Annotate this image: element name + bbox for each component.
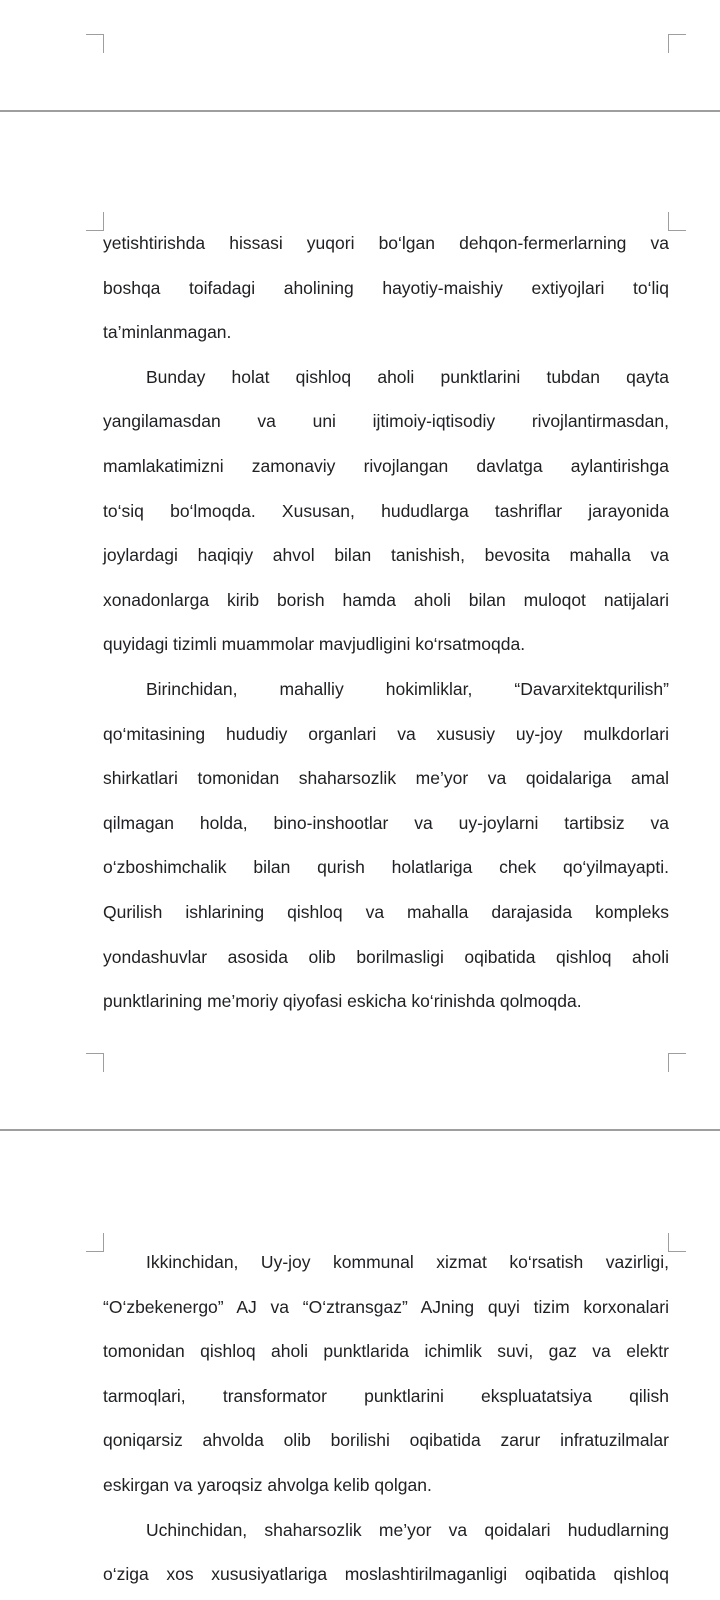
- text-line: yetishtirishda hissasi yuqori bo‘lgan dehqon-fermerlarning va: [103, 233, 669, 253]
- page-separator: [0, 1129, 720, 1131]
- text-line: ta’minlanmagan.: [103, 322, 232, 343]
- text-line: punktlarining me’moriy qiyofasi eskicha ko‘rinishda qolmoqda.: [103, 991, 582, 1012]
- text-line: Qurilish ishlarining qishloq va mahalla darajasida kompleks: [103, 901, 669, 922]
- text-line: qilmagan holda, bino-inshootlar va uy-joylarni tartibsiz va: [103, 812, 669, 833]
- text-line: tomonidan qishloq aholi punktlarida ichimlik suvi, gaz va elektr: [103, 1341, 669, 1362]
- text-line: mamlakatimizni zamonaviy rivojlangan davlatga aylantirishga: [103, 455, 669, 476]
- text-line: xonadonlarga kirib borish hamda aholi bilan muloqot natijalari: [103, 589, 669, 610]
- text-line: to‘siq bo‘lmoqda. Xususan, hududlarga tashriflar jarayonida: [103, 500, 669, 521]
- page1-top-left-margin-mark: [86, 212, 104, 231]
- page2-body-text: [103, 1240, 669, 1597]
- text-line: “O‘zbekenergo” AJ va “O‘ztransgaz” AJning quyi tizim korxonalari: [103, 1296, 669, 1317]
- text-line: qo‘mitasining hududiy organlari va xususiy uy-joy mulkdorlari: [103, 723, 669, 744]
- page2-top-right-margin-mark: [668, 1233, 686, 1252]
- text-line: quyidagi tizimli muammolar mavjudligini ko‘rsatmoqda.: [103, 634, 526, 655]
- page1-bottom-right-margin-mark: [668, 1053, 686, 1072]
- text-line: boshqa toifadagi aholining hayotiy-maishiy extiyojlari to‘liq: [103, 277, 669, 298]
- text-line: o‘ziga xos xususiyatlariga moslashtirilmaganligi oqibatida qishloq: [103, 1564, 669, 1585]
- text-line: yondashuvlar asosida olib borilmasligi oqibatida qishloq aholi: [103, 946, 669, 967]
- page1-body-text: [103, 221, 669, 1024]
- page1-bottom-left-margin-mark: [86, 1053, 104, 1072]
- text-line: qoniqarsiz ahvolda olib borilishi oqibatida zarur infratuzilmalar: [103, 1430, 669, 1451]
- text-line: o‘zboshimchalik bilan qurish holatlariga chek qo‘yilmayapti.: [103, 857, 669, 878]
- text-line: eskirgan va yaroqsiz ahvolga kelib qolgan.: [103, 1474, 432, 1495]
- text-line: tarmoqlari, transformator punktlarini ekspluatatsiya qilish: [103, 1385, 669, 1406]
- page-separator: [0, 110, 720, 112]
- text-line: Birinchidan, mahalliy hokimliklar, “Davarxitektqurilish”: [146, 678, 669, 699]
- page0-bottom-left-margin-mark: [86, 34, 104, 53]
- page0-bottom-right-margin-mark: [668, 34, 686, 53]
- text-line: shirkatlari tomonidan shaharsozlik me’yor va qoidalariga amal: [103, 768, 669, 789]
- page1-top-right-margin-mark: [668, 212, 686, 231]
- text-line: Bunday holat qishloq aholi punktlarini tubdan qayta: [146, 366, 669, 387]
- text-line: Ikkinchidan, Uy-joy kommunal xizmat ko‘rsatish vazirligi,: [146, 1252, 669, 1272]
- text-line: joylardagi haqiqiy ahvol bilan tanishish, bevosita mahalla va: [103, 545, 669, 566]
- page2-top-left-margin-mark: [86, 1233, 104, 1252]
- text-line: yangilamasdan va uni ijtimoiy-iqtisodiy rivojlantirmasdan,: [103, 411, 669, 432]
- text-line: Uchinchidan, shaharsozlik me’yor va qoidalari hududlarning: [146, 1519, 669, 1540]
